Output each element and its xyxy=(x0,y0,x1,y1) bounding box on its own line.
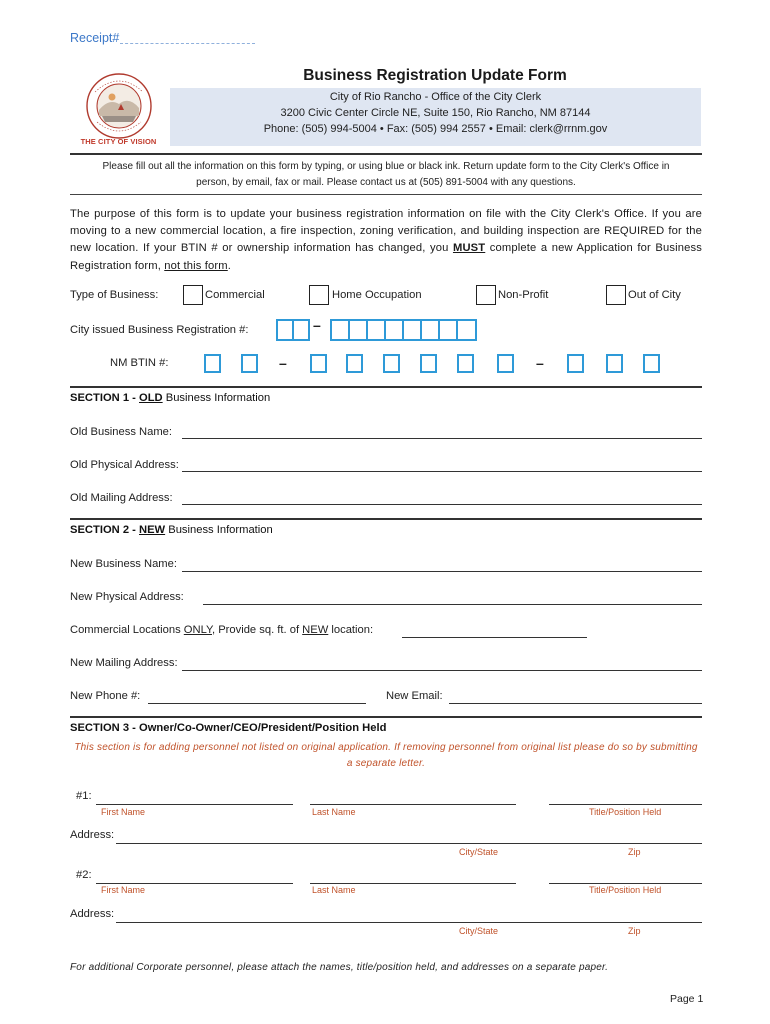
city-registration-label: City issued Business Registration #: xyxy=(70,324,249,336)
commercial-sqft-new: NEW xyxy=(302,624,329,636)
receipt-label: Receipt# xyxy=(70,31,120,45)
section-3-note-line-2: a separate letter. xyxy=(346,758,426,769)
page-number: Page 1 xyxy=(670,993,704,1005)
btin-label: NM BTIN #: xyxy=(110,357,169,369)
personnel-2-address-field[interactable] xyxy=(116,922,702,923)
section-3-note xyxy=(70,740,702,772)
non-profit-label: Non-Profit xyxy=(498,289,549,301)
btin-digit-box[interactable] xyxy=(606,354,623,373)
office-contact: Phone: (505) 994-5004 • Fax: (505) 994 2557 • Email: clerk@rrnm.gov xyxy=(263,123,608,135)
section-1-keyword: OLD xyxy=(139,392,163,404)
type-of-business-label: Type of Business: xyxy=(70,289,159,301)
btin-digit-box[interactable] xyxy=(457,354,474,373)
out-of-city-checkbox[interactable] xyxy=(606,285,626,305)
old-mailing-address-label: Old Mailing Address: xyxy=(70,492,173,504)
new-email-label: New Email: xyxy=(386,690,443,702)
form-title: Business Registration Update Form xyxy=(303,67,567,84)
instructions-divider xyxy=(70,194,702,195)
purpose-must: MUST xyxy=(452,242,486,255)
new-physical-address-label: New Physical Address: xyxy=(70,591,184,603)
purpose-not-this-form: not this form xyxy=(164,259,228,272)
instructions-line-2: person, by email, fax or mail. Please contact us at (505) 891-5004 with any questions. xyxy=(196,177,576,188)
btin-digit-box[interactable] xyxy=(497,354,514,373)
commercial-label: Commercial xyxy=(205,289,265,301)
out-of-city-label: Out of City xyxy=(628,289,681,301)
city-seal-logo xyxy=(85,72,153,140)
contact-info-box xyxy=(170,88,701,146)
new-phone-field[interactable] xyxy=(148,703,366,704)
new-email-field[interactable] xyxy=(449,703,702,704)
personnel-2-zip-caption: Zip xyxy=(628,926,641,936)
home-occupation-checkbox[interactable] xyxy=(309,285,329,305)
office-address: 3200 Civic Center Circle NE, Suite 150, Rio Rancho, NM 87144 xyxy=(280,107,591,119)
new-business-name-label: New Business Name: xyxy=(70,558,177,570)
btin-digit-box[interactable] xyxy=(383,354,400,373)
new-physical-address-field[interactable] xyxy=(203,604,702,605)
section-1-title xyxy=(70,392,270,404)
personnel-1-title-caption: Title/Position Held xyxy=(589,807,662,817)
new-mailing-address-label: New Mailing Address: xyxy=(70,657,178,669)
purpose-paragraph xyxy=(70,206,702,275)
personnel-1-city-state-caption: City/State xyxy=(459,847,499,857)
personnel-2-title-field[interactable] xyxy=(549,883,702,884)
personnel-1-address-label: Address: xyxy=(70,829,115,841)
additional-personnel-note: For additional Corporate personnel, please attach the names, title/position held, and addresses on a separate paper. xyxy=(70,962,609,973)
btin-digit-box[interactable] xyxy=(567,354,584,373)
personnel-2-last-name-caption: Last Name xyxy=(312,885,356,895)
purpose-text-3: . xyxy=(227,259,232,272)
commercial-sqft-field[interactable] xyxy=(402,637,587,638)
btin-digit-box[interactable] xyxy=(420,354,437,373)
new-mailing-address-field[interactable] xyxy=(182,670,702,671)
new-business-name-field[interactable] xyxy=(182,571,702,572)
section-3-divider xyxy=(70,716,702,718)
personnel-1-first-name-field[interactable] xyxy=(96,804,293,805)
commercial-sqft-text-b: , Provide sq. ft. of xyxy=(212,624,303,636)
header-divider xyxy=(70,153,702,155)
commercial-sqft-label xyxy=(70,624,373,636)
purpose-text-2: complete a new Application for Business Registration form, xyxy=(70,242,702,272)
instructions xyxy=(80,159,692,191)
personnel-2-title-caption: Title/Position Held xyxy=(589,885,662,895)
btin-dash: – xyxy=(536,355,544,371)
old-business-name-label: Old Business Name: xyxy=(70,426,172,438)
old-mailing-address-field[interactable] xyxy=(182,504,702,505)
personnel-2-first-name-field[interactable] xyxy=(96,883,293,884)
commercial-sqft-text-a: Commercial Locations xyxy=(70,624,184,636)
section-3-title: SECTION 3 - Owner/Co-Owner/CEO/President/Position Held xyxy=(70,722,387,734)
old-physical-address-label: Old Physical Address: xyxy=(70,459,179,471)
old-physical-address-field[interactable] xyxy=(182,471,702,472)
home-occupation-label: Home Occupation xyxy=(332,289,422,301)
personnel-2-address-label: Address: xyxy=(70,908,115,920)
section-1-prefix: SECTION 1 xyxy=(70,392,130,404)
commercial-checkbox[interactable] xyxy=(183,285,203,305)
personnel-1-address-field[interactable] xyxy=(116,843,702,844)
non-profit-checkbox[interactable] xyxy=(476,285,496,305)
seal-caption: THE CITY OF VISION xyxy=(80,137,157,146)
btin-digit-box[interactable] xyxy=(241,354,258,373)
personnel-2-label: #2: xyxy=(76,869,92,881)
purpose-text-1: The purpose of this form is to update your business registration information on file with the City Clerk's Office. If you are moving to a new commercial location, a fire inspection, zoning verification, and building inspection are REQUIRED for the new location. If your BTIN # or ownership information has changed, you xyxy=(70,208,702,255)
commercial-sqft-text-c: location: xyxy=(328,624,374,636)
section-2-keyword: NEW xyxy=(139,524,166,536)
section-3-note-line-1: This section is for adding personnel not listed on original application. If removing personnel from original list please do so by submitting xyxy=(74,742,698,753)
instructions-line-1: Please fill out all the information on this form by typing, or using blue or black ink. Return update form to the City Clerk's Office in xyxy=(102,161,670,172)
personnel-2-last-name-field[interactable] xyxy=(310,883,516,884)
city-registration-prefix-boxes[interactable] xyxy=(276,319,310,341)
section-1-sep: - xyxy=(129,392,140,404)
btin-digit-box[interactable] xyxy=(204,354,221,373)
section-1-divider xyxy=(70,386,702,388)
personnel-1-last-name-field[interactable] xyxy=(310,804,516,805)
office-name: City of Rio Rancho - Office of the City Clerk xyxy=(329,91,542,103)
section-2-divider xyxy=(70,518,702,520)
section-2-suffix: Business Information xyxy=(165,524,273,536)
old-business-name-field[interactable] xyxy=(182,438,702,439)
personnel-1-first-name-caption: First Name xyxy=(101,807,146,817)
section-1-suffix: Business Information xyxy=(162,392,271,404)
city-registration-number-boxes[interactable] xyxy=(330,319,477,341)
personnel-2-first-name-caption: First Name xyxy=(101,885,146,895)
btin-digit-box[interactable] xyxy=(643,354,660,373)
btin-dash: – xyxy=(279,355,287,371)
section-2-prefix: SECTION 2 xyxy=(70,524,130,536)
personnel-2-city-state-caption: City/State xyxy=(459,926,499,936)
personnel-1-title-field[interactable] xyxy=(549,804,702,805)
new-phone-label: New Phone #: xyxy=(70,690,141,702)
btin-digit-box[interactable] xyxy=(310,354,327,373)
registration-dash: – xyxy=(313,317,321,333)
personnel-1-label: #1: xyxy=(76,790,92,802)
personnel-1-last-name-caption: Last Name xyxy=(312,807,356,817)
section-2-title xyxy=(70,524,273,536)
btin-digit-box[interactable] xyxy=(346,354,363,373)
receipt-field[interactable] xyxy=(120,43,255,44)
commercial-sqft-only: ONLY xyxy=(183,624,212,636)
personnel-1-zip-caption: Zip xyxy=(628,847,641,857)
section-2-sep: - xyxy=(129,524,140,536)
